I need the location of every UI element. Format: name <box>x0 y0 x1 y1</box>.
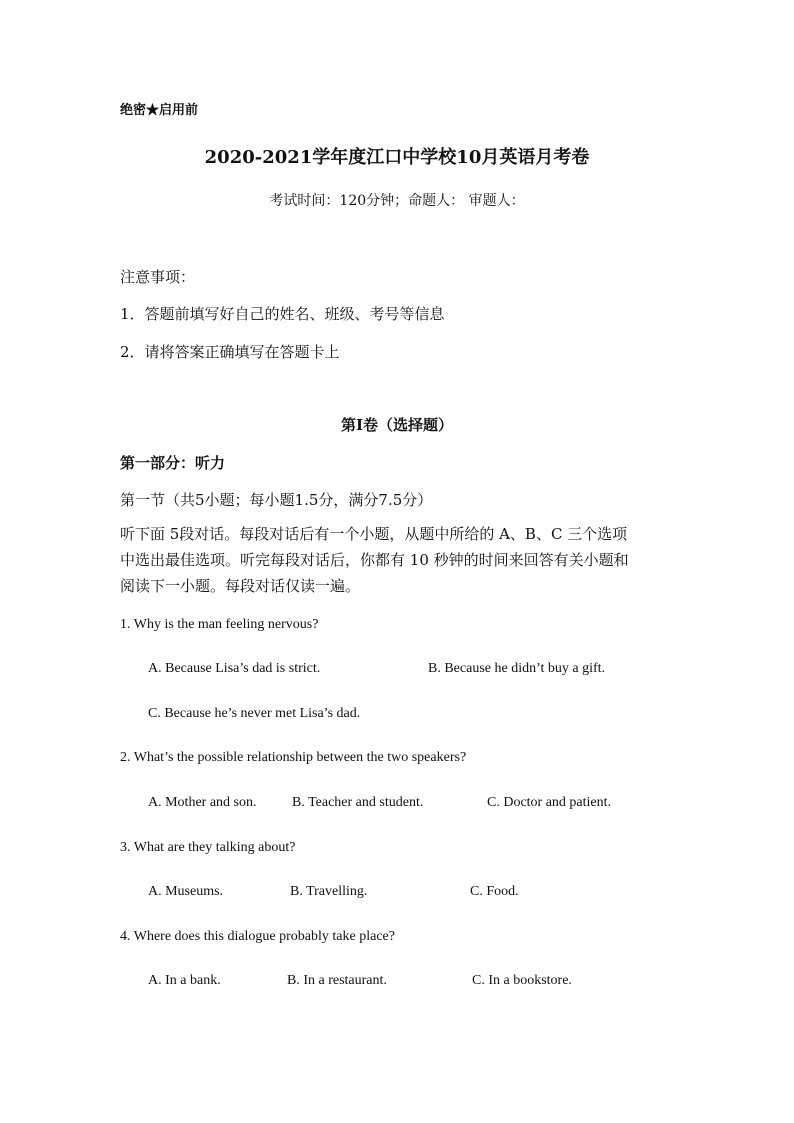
option-a: A. In a bank. <box>148 973 221 988</box>
option-a: A. Because Lisa’s dad is strict. <box>148 661 321 676</box>
instructions <box>120 521 680 599</box>
instruction-line: 听下面 5段对话。每段对话后有一个小题，从题中所给的 A、B、C 三个选项 <box>120 525 628 543</box>
option-c: C. Doctor and patient. <box>487 795 612 810</box>
volume-title: 第I卷（选择题） <box>340 416 454 434</box>
option-b: B. Travelling. <box>290 884 368 899</box>
option-c: C. In a bookstore. <box>472 973 572 988</box>
option-a: A. Museums. <box>148 884 224 899</box>
instruction-line: 阅读下一小题。每段对话仅读一遍。 <box>120 577 361 595</box>
exam-title: 2020-2021学年度江口中学校10月英语月考卷 <box>204 147 590 168</box>
instruction-line: 中选出最佳选项。听完每段对话后，你都有 10 秒钟的时间来回答有关小题和 <box>120 551 629 569</box>
question-stem: 1. Why is the man feeling nervous? <box>120 617 319 632</box>
question-stem: 3. What are they talking about? <box>120 840 296 855</box>
notice-item: 2．请将答案正确填写在答题卡上 <box>120 343 340 361</box>
option-c: C. Food. <box>470 884 519 899</box>
option-b: B. Teacher and student. <box>292 795 424 810</box>
secret-mark: 绝密★启用前 <box>120 103 199 118</box>
option-c: C. Because he’s never met Lisa’s dad. <box>148 706 361 721</box>
option-b: B. Because he didn’t buy a gift. <box>428 661 606 676</box>
notice-item: 1．答题前填写好自己的姓名、班级、考号等信息 <box>120 305 445 323</box>
question-stem: 4. Where does this dialogue probably take place? <box>120 929 395 944</box>
section-title: 第一节（共5小题；每小题1.5分，满分7.5分） <box>120 491 433 509</box>
notice-heading: 注意事项： <box>120 268 196 286</box>
option-b: B. In a restaurant. <box>287 973 387 988</box>
question-stem: 2. What’s the possible relationship between the two speakers? <box>120 750 467 765</box>
exam-subtitle: 考试时间：120分钟；命题人： 审题人： <box>269 193 525 209</box>
option-a: A. Mother and son. <box>148 795 257 810</box>
part-title: 第一部分：听力 <box>120 454 226 472</box>
